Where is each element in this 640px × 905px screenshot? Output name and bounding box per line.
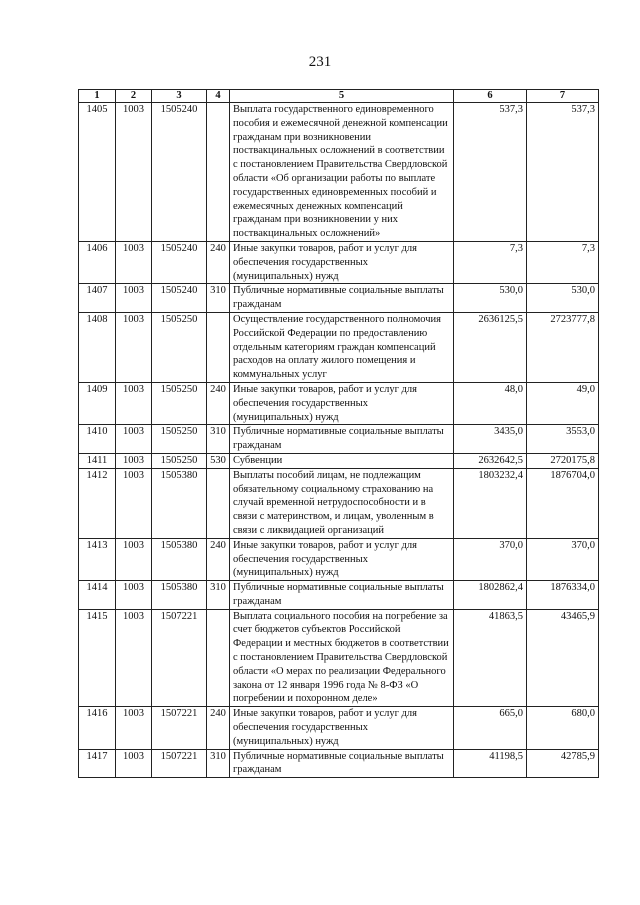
column-header: 5 (230, 90, 454, 103)
amount-year-2: 2723777,8 (527, 312, 599, 382)
amount-year-2: 43465,9 (527, 609, 599, 707)
target-article-code: 1507221 (152, 707, 207, 749)
amount-year-1: 2632642,5 (454, 453, 527, 468)
amount-year-2: 42785,9 (527, 749, 599, 778)
amount-year-2: 370,0 (527, 538, 599, 580)
section-code: 1003 (116, 241, 152, 283)
target-article-code: 1505380 (152, 468, 207, 538)
section-code: 1003 (116, 382, 152, 424)
amount-year-1: 1803232,4 (454, 468, 527, 538)
table-row (79, 425, 599, 454)
amount-year-1: 3435,0 (454, 425, 527, 454)
table-row (79, 609, 599, 707)
description: Субвенции (230, 453, 454, 468)
description: Выплата государственного единовременного пособия и ежемесячной денежной компенсации гражданам при возникновении поствакцинальных осложнений в соответствии с постановлением Правительства Свердловской области «Об организации работы по выплате государственных единовременных пособий и ежемесячных денежных компенсаций гражданам при возникновении у них поствакцинальных осложнений» (230, 103, 454, 242)
amount-year-1: 370,0 (454, 538, 527, 580)
row-number: 1406 (79, 241, 116, 283)
target-article-code: 1507221 (152, 749, 207, 778)
section-code: 1003 (116, 707, 152, 749)
column-header: 1 (79, 90, 116, 103)
section-code: 1003 (116, 538, 152, 580)
column-header: 2 (116, 90, 152, 103)
expense-type-code (207, 468, 230, 538)
table-row (79, 241, 599, 283)
table-row (79, 581, 599, 610)
amount-year-2: 537,3 (527, 103, 599, 242)
row-number: 1411 (79, 453, 116, 468)
row-number: 1416 (79, 707, 116, 749)
target-article-code: 1505240 (152, 103, 207, 242)
amount-year-1: 2636125,5 (454, 312, 527, 382)
table-row (79, 749, 599, 778)
section-code: 1003 (116, 312, 152, 382)
table-row (79, 382, 599, 424)
amount-year-1: 48,0 (454, 382, 527, 424)
row-number: 1408 (79, 312, 116, 382)
section-code: 1003 (116, 749, 152, 778)
expense-type-code: 310 (207, 284, 230, 313)
expense-type-code: 240 (207, 538, 230, 580)
description: Иные закупки товаров, работ и услуг для обеспечения государственных (муниципальных) нужд (230, 707, 454, 749)
amount-year-1: 7,3 (454, 241, 527, 283)
section-code: 1003 (116, 468, 152, 538)
table-row (79, 468, 599, 538)
amount-year-2: 7,3 (527, 241, 599, 283)
target-article-code: 1505240 (152, 284, 207, 313)
row-number: 1410 (79, 425, 116, 454)
table-row (79, 453, 599, 468)
target-article-code: 1505250 (152, 425, 207, 454)
target-article-code: 1505250 (152, 382, 207, 424)
table-row (79, 312, 599, 382)
expense-type-code: 310 (207, 749, 230, 778)
section-code: 1003 (116, 453, 152, 468)
expense-type-code: 310 (207, 581, 230, 610)
row-number: 1417 (79, 749, 116, 778)
amount-year-1: 530,0 (454, 284, 527, 313)
section-code: 1003 (116, 284, 152, 313)
expense-type-code: 240 (207, 707, 230, 749)
amount-year-1: 537,3 (454, 103, 527, 242)
column-header: 7 (527, 90, 599, 103)
section-code: 1003 (116, 609, 152, 707)
target-article-code: 1507221 (152, 609, 207, 707)
target-article-code: 1505380 (152, 538, 207, 580)
table-header-row (79, 90, 599, 103)
page-number: 231 (308, 54, 332, 70)
description: Выплата социального пособия на погребение за счет бюджетов субъектов Российской Федерации и местных бюджетов в соответствии с постановлением Правительства Свердловской области «О мерах по реализации Федерального закона от 12 января 1996 года № 8-ФЗ «О погребении и похоронном деле» (230, 609, 454, 707)
row-number: 1412 (79, 468, 116, 538)
amount-year-2: 3553,0 (527, 425, 599, 454)
amount-year-2: 1876334,0 (527, 581, 599, 610)
description: Иные закупки товаров, работ и услуг для обеспечения государственных (муниципальных) нужд (230, 382, 454, 424)
amount-year-2: 1876704,0 (527, 468, 599, 538)
expense-type-code: 240 (207, 382, 230, 424)
column-header: 4 (207, 90, 230, 103)
row-number: 1405 (79, 103, 116, 242)
amount-year-2: 680,0 (527, 707, 599, 749)
row-number: 1409 (79, 382, 116, 424)
column-header: 3 (152, 90, 207, 103)
table-row (79, 538, 599, 580)
expense-type-code (207, 609, 230, 707)
expense-type-code (207, 312, 230, 382)
budget-table (78, 89, 599, 778)
row-number: 1415 (79, 609, 116, 707)
description: Осуществление государственного полномочия Российской Федерации по предоставлению отдельным категориям граждан компенсаций расходов на оплату жилого помещения и коммунальных услуг (230, 312, 454, 382)
row-number: 1413 (79, 538, 116, 580)
section-code: 1003 (116, 103, 152, 242)
description: Публичные нормативные социальные выплаты гражданам (230, 749, 454, 778)
column-header: 6 (454, 90, 527, 103)
description: Иные закупки товаров, работ и услуг для обеспечения государственных (муниципальных) нужд (230, 241, 454, 283)
target-article-code: 1505250 (152, 453, 207, 468)
expense-type-code: 240 (207, 241, 230, 283)
description: Выплаты пособий лицам, не подлежащим обязательному социальному страхованию на случай временной нетрудоспособности и в связи с материнством, и лицам, уволенным в связи с ликвидацией организаций (230, 468, 454, 538)
amount-year-1: 1802862,4 (454, 581, 527, 610)
target-article-code: 1505380 (152, 581, 207, 610)
amount-year-2: 49,0 (527, 382, 599, 424)
table-row (79, 103, 599, 242)
section-code: 1003 (116, 581, 152, 610)
table-row (79, 284, 599, 313)
expense-type-code: 310 (207, 425, 230, 454)
target-article-code: 1505240 (152, 241, 207, 283)
amount-year-2: 530,0 (527, 284, 599, 313)
amount-year-1: 665,0 (454, 707, 527, 749)
description: Публичные нормативные социальные выплаты гражданам (230, 284, 454, 313)
expense-type-code: 530 (207, 453, 230, 468)
section-code: 1003 (116, 425, 152, 454)
amount-year-1: 41198,5 (454, 749, 527, 778)
row-number: 1414 (79, 581, 116, 610)
table-row (79, 707, 599, 749)
amount-year-2: 2720175,8 (527, 453, 599, 468)
description: Иные закупки товаров, работ и услуг для обеспечения государственных (муниципальных) нужд (230, 538, 454, 580)
row-number: 1407 (79, 284, 116, 313)
description: Публичные нормативные социальные выплаты гражданам (230, 425, 454, 454)
target-article-code: 1505250 (152, 312, 207, 382)
amount-year-1: 41863,5 (454, 609, 527, 707)
expense-type-code (207, 103, 230, 242)
description: Публичные нормативные социальные выплаты гражданам (230, 581, 454, 610)
